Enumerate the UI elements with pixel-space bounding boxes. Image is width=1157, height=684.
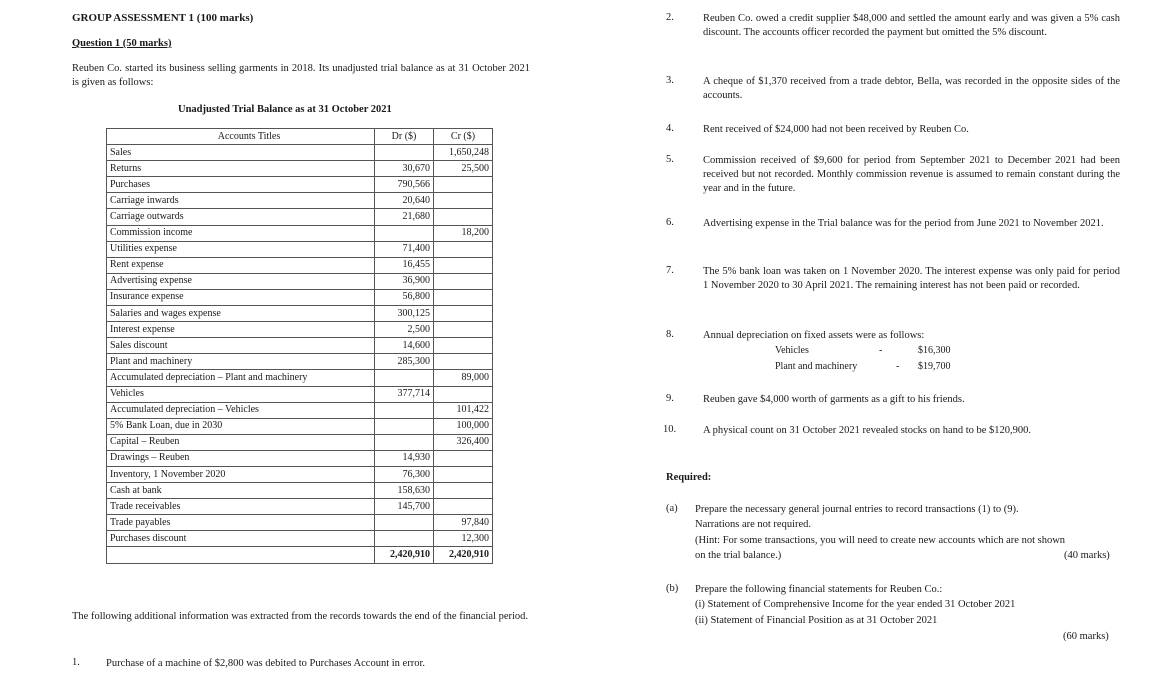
account-title-cell: Inventory, 1 November 2020 [107,466,375,482]
dr-cell [375,434,434,450]
intro-text: Reuben Co. started its business selling garments in 2018. Its unadjusted trial balance as at 31 October 2021 is given as follows: [72,63,530,88]
cr-cell [434,257,493,273]
question-title: Question 1 (50 marks) [72,38,172,49]
account-title-cell: Carriage inwards [107,193,375,209]
table-row [107,145,493,161]
cr-cell [434,177,493,193]
dr-cell: 30,670 [375,161,434,177]
item-number: 3. [666,75,674,86]
required-b-line2: (i) Statement of Comprehensive Income for the year ended 31 October 2021 [695,599,1016,610]
cr-cell [434,354,493,370]
cr-cell: 100,000 [434,418,493,434]
table-row [107,402,493,418]
header-accounts: Accounts Titles [107,129,375,145]
header-cr: Cr ($) [434,129,493,145]
table-header-row [107,129,493,145]
required-a-line2: Narrations are not required. [695,519,812,530]
cr-cell [434,386,493,402]
cr-cell [434,450,493,466]
cr-cell [434,273,493,289]
total-dr-cell: 2,420,910 [375,547,434,563]
header-dr: Dr ($) [375,129,434,145]
cr-cell [434,209,493,225]
account-title-cell: Drawings – Reuben [107,450,375,466]
dep-vehicles-label: Vehicles [775,345,809,356]
item-text: Commission received of $9,600 for period from September 2021 to December 2021 had been received but not recorded. Monthly commission revenue is assumed to remain constant during the year and in the future. [703,155,1120,194]
table-row [107,499,493,515]
dep-plant-dash: - [896,361,900,372]
dr-cell [375,402,434,418]
dr-cell: 14,930 [375,450,434,466]
dr-cell: 56,800 [375,289,434,305]
account-title-cell: Returns [107,161,375,177]
item-number: 1. [72,657,80,668]
account-title-cell: Carriage outwards [107,209,375,225]
cr-cell [434,483,493,499]
dr-cell [375,515,434,531]
table-row [107,209,493,225]
item-number: 7. [666,265,674,276]
dep-vehicles-dash: - [879,345,883,356]
required-a-line4: on the trial balance.) [695,550,782,561]
cr-cell: 97,840 [434,515,493,531]
required-b-marks: (60 marks) [1063,631,1109,642]
item-number: 8. [666,329,674,340]
table-row [107,386,493,402]
dr-cell: 20,640 [375,193,434,209]
item-text: Rent received of $24,000 had not been received by Reuben Co. [703,124,969,135]
required-title: Required: [666,472,712,483]
table-row [107,257,493,273]
table-row [107,177,493,193]
dr-cell: 158,630 [375,483,434,499]
cr-cell [434,193,493,209]
account-title-cell: Sales discount [107,338,375,354]
dr-cell: 2,500 [375,322,434,338]
item-number: 9. [666,393,674,404]
account-title-cell: Utilities expense [107,241,375,257]
dr-cell [375,418,434,434]
required-b-label: (b) [666,583,679,594]
cr-cell [434,322,493,338]
cr-cell [434,466,493,482]
dep-plant-amount: $19,700 [918,361,951,372]
account-title-cell: Accumulated depreciation – Vehicles [107,402,375,418]
table-row [107,531,493,547]
item-text: Purchase of a machine of $2,800 was debited to Purchases Account in error. [106,658,425,669]
account-title-cell: Accumulated depreciation – Plant and machinery [107,370,375,386]
table-row [107,370,493,386]
account-title-cell: Salaries and wages expense [107,306,375,322]
dr-cell: 14,600 [375,338,434,354]
table-row [107,289,493,305]
account-title-cell: Commission income [107,225,375,241]
account-title-cell: Purchases [107,177,375,193]
item-text: A physical count on 31 October 2021 revealed stocks on hand to be $120,900. [703,425,1032,436]
item-text: Reuben Co. owed a credit supplier $48,000 and settled the amount early and was given a 5% cash discount. The accounts officer recorded the payment but omitted the 5% discount. [703,13,1120,38]
table-row [107,515,493,531]
dep-vehicles-amount: $16,300 [918,345,951,356]
account-title-cell: Trade receivables [107,499,375,515]
total-label-cell [107,547,375,563]
trial-balance-title: Unadjusted Trial Balance as at 31 October 2021 [178,104,392,115]
item-text: Reuben gave $4,000 worth of garments as a gift to his friends. [703,394,965,405]
cr-cell [434,306,493,322]
required-a-line3: (Hint: For some transactions, you will need to create new accounts which are not shown [695,535,1066,546]
total-row [107,547,493,563]
table-row [107,273,493,289]
cr-cell [434,289,493,305]
cr-cell: 326,400 [434,434,493,450]
total-cr-cell: 2,420,910 [434,547,493,563]
account-title-cell: Trade payables [107,515,375,531]
account-title-cell: Plant and machinery [107,354,375,370]
dr-cell [375,531,434,547]
dr-cell [375,225,434,241]
table-row [107,418,493,434]
table-row [107,354,493,370]
required-a-label: (a) [666,503,678,514]
table-row [107,161,493,177]
cr-cell: 89,000 [434,370,493,386]
table-row [107,322,493,338]
dr-cell [375,370,434,386]
item-number: 2. [666,12,674,23]
dr-cell [375,145,434,161]
cr-cell: 12,300 [434,531,493,547]
dr-cell: 285,300 [375,354,434,370]
trial-balance-table [106,128,493,564]
dr-cell: 16,455 [375,257,434,273]
table-row [107,434,493,450]
item-text: Advertising expense in the Trial balance was for the period from June 2021 to November 2021. [703,218,1104,229]
account-title-cell: Insurance expense [107,289,375,305]
cr-cell: 25,500 [434,161,493,177]
account-title-cell: Sales [107,145,375,161]
required-b-line1: Prepare the following financial statements for Reuben Co.: [695,584,943,595]
table-row [107,225,493,241]
dr-cell: 36,900 [375,273,434,289]
account-title-cell: Vehicles [107,386,375,402]
dr-cell: 377,714 [375,386,434,402]
item-number: 10. [663,424,677,435]
item-text: A cheque of $1,370 received from a trade debtor, Bella, was recorded in the opposite sides of the accounts. [703,76,1120,101]
account-title-cell: Advertising expense [107,273,375,289]
account-title-cell: Purchases discount [107,531,375,547]
account-title-cell: Cash at bank [107,483,375,499]
dr-cell: 76,300 [375,466,434,482]
account-title-cell: Rent expense [107,257,375,273]
account-title-cell: 5% Bank Loan, due in 2030 [107,418,375,434]
dr-cell: 21,680 [375,209,434,225]
cr-cell [434,241,493,257]
cr-cell: 18,200 [434,225,493,241]
item-text: The 5% bank loan was taken on 1 November 2020. The interest expense was only paid for period 1 November 2020 to 30 April 2021. The remaining interest has not been paid or recorded. [703,266,1120,291]
cr-cell: 1,650,248 [434,145,493,161]
item-number: 5. [666,154,674,165]
dr-cell: 145,700 [375,499,434,515]
cr-cell: 101,422 [434,402,493,418]
item-text: Annual depreciation on fixed assets were as follows: [703,330,925,341]
item-number: 4. [666,123,674,134]
dep-plant-label: Plant and machinery [775,361,858,372]
dr-cell: 300,125 [375,306,434,322]
account-title-cell: Capital – Reuben [107,434,375,450]
required-a-marks: (40 marks) [1064,550,1110,561]
dr-cell: 71,400 [375,241,434,257]
table-row [107,306,493,322]
cr-cell [434,499,493,515]
table-row [107,241,493,257]
table-row [107,483,493,499]
cr-cell [434,338,493,354]
table-row [107,450,493,466]
item-number: 6. [666,217,674,228]
additional-info-text: The following additional information was extracted from the records towards the end of the financial period. [72,611,529,622]
table-row [107,338,493,354]
assessment-title: GROUP ASSESSMENT 1 (100 marks) [72,12,254,24]
table-row [107,193,493,209]
dr-cell: 790,566 [375,177,434,193]
required-b-line3: (ii) Statement of Financial Position as at 31 October 2021 [695,615,938,626]
account-title-cell: Interest expense [107,322,375,338]
table-row [107,466,493,482]
required-a-line1: Prepare the necessary general journal entries to record transactions (1) to (9). [695,504,1019,515]
